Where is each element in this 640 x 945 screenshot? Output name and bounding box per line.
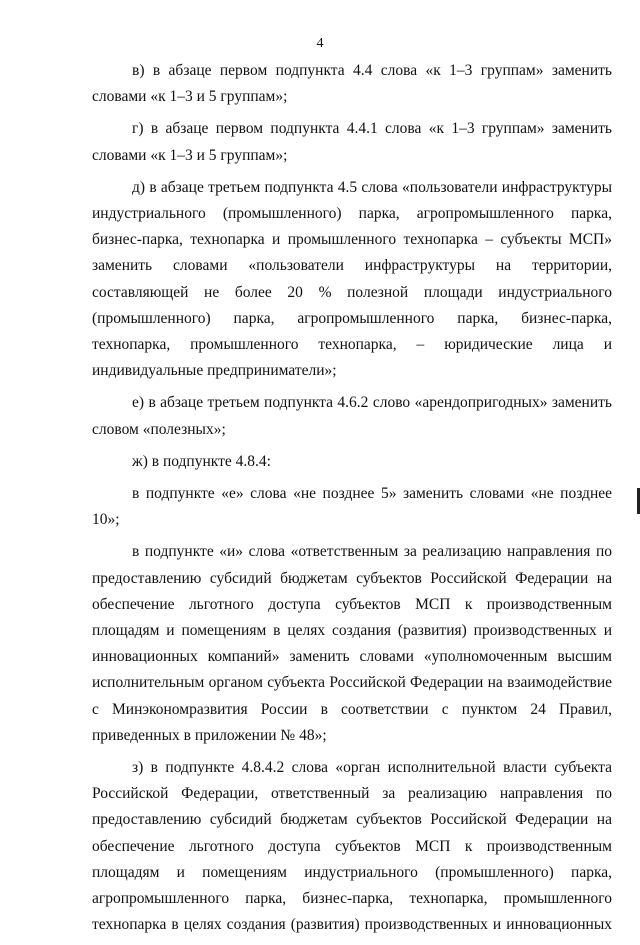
paragraph-zh: ж) в подпункте 4.8.4: <box>132 452 271 470</box>
page-number: 4 <box>316 36 324 51</box>
document-body <box>92 58 612 945</box>
paragraph-z: з) в подпункте 4.8.4.2 слова «орган исполнительной власти субъекта Российской Федерации, ответственный за реализацию направления по предоставлению субсидий бюджетам субъектов Российской Федерации на обеспечение льготного доступа субъектов МСП к производственным площадям и помещениям индустриального (промышленного) парка, агропромышленного парка, бизнес-парка, технопарка, промышленного технопарка в целях создания (развития) производственных и инновационных <box>92 759 612 934</box>
paragraph-e: е) в абзаце третьем подпункта 4.6.2 слово «арендопригодных» заменить словом «полезных»; <box>92 394 612 438</box>
paragraph-zh-i: в подпункте «и» слова «ответственным за реализацию направления по предоставлению субсидий бюджетам субъектов Российской Федерации на обеспечение льготного доступа субъектов МСП к производственным площадям и помещениям в целях создания (развития) производственных и инновационных компаний» заменить словами «уполномоченным высшим исполнительным органом субъекта Российской Федерации на взаимодействие с Минэкономразвития России в соответствии с пунктом 24 Правил, приведенных в приложении № 48»; <box>92 543 612 744</box>
paragraph-d: д) в абзаце третьем подпункта 4.5 слова «пользователи инфраструктуры индустриального (промышленного) парка, агропромышленного парка, бизнес-парка, технопарка и промышленного технопарка – субъекты МСП» заменить словами «пользователи инфраструктуры на территории, составляющей не более 20 % полезной площади индустриального (промышленного) парка, агропромышленного парка, бизнес-парка, технопарка, промышленного технопарка, – юридические лица и индивидуальные предприниматели»; <box>92 178 612 380</box>
paragraph-zh-e: в подпункте «е» слова «не позднее 5» заменить словами «не позднее 10»; <box>92 485 612 529</box>
paragraph-v: в) в абзаце первом подпункта 4.4 слова «к 1–3 группам» заменить словами «к 1–3 и 5 группам»; <box>92 62 612 106</box>
paragraph-g: г) в абзаце первом подпункта 4.4.1 слова «к 1–3 группам» заменить словами «к 1–3 и 5 группам»; <box>92 120 612 164</box>
